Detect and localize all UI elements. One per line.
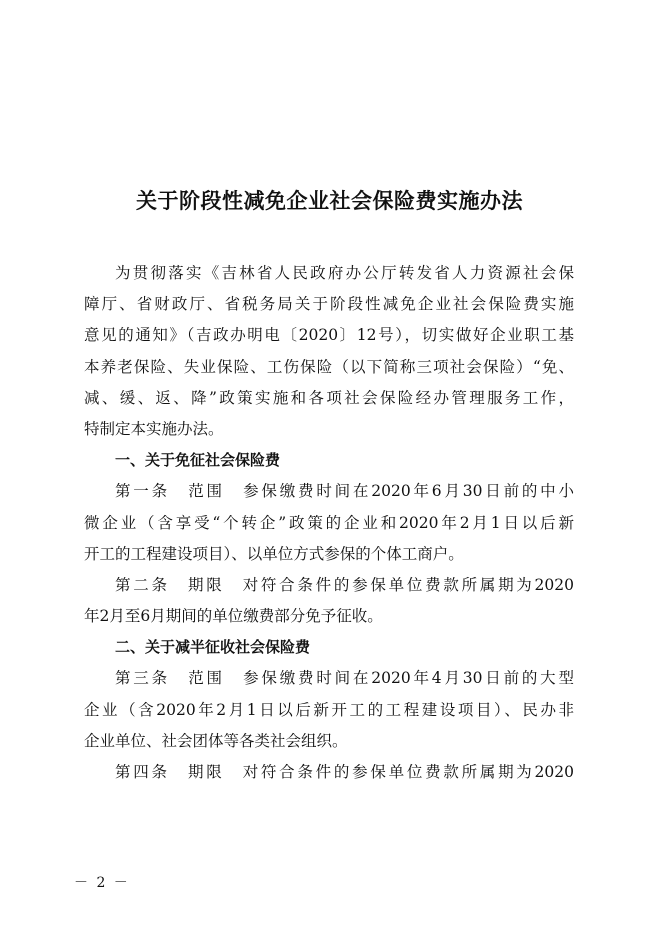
page-number: － 2 － [74, 875, 130, 891]
article-1-line-2: 微企业（含享受“个转企”政策的企业和2020年2月1日以后新 [84, 513, 574, 532]
article-2-line-2: 年2月至6月期间的单位缴费部分免予征收。 [84, 607, 383, 626]
article-3-line-2: 企业（含2020年2月1日以后新开工的工程建设项目）、民办非 [84, 700, 574, 719]
article-1-line-3: 开工的工程建设项目）、以单位方式参保的个体工商户。 [84, 544, 464, 563]
intro-line-5: 减、缓、返、降”政策实施和各项社会保险经办管理服务工作， [84, 388, 574, 407]
article-4-line-1: 第四条 期限 对符合条件的参保单位费款所属期为2020 [115, 763, 574, 781]
intro-line-1: 为贯彻落实《吉林省人民政府办公厅转发省人力资源社会保 [115, 264, 574, 282]
document-body [84, 258, 574, 788]
section-1-heading: 一、关于免征社会保险费 [115, 451, 281, 470]
article-2-line-1: 第二条 期限 对符合条件的参保单位费款所属期为2020 [115, 575, 574, 594]
section-2-heading: 二、关于减半征收社会保险费 [115, 638, 311, 657]
article-3-line-1: 第三条 范围 参保缴费时间在2020年4月30日前的大型 [115, 669, 574, 688]
document-title: 关于阶段性减免企业社会保险费实施办法 [136, 189, 523, 213]
intro-line-4: 本养老保险、失业保险、工伤保险（以下简称三项社会保险）“免、 [84, 357, 574, 376]
intro-line-2: 障厅、省财政厅、省税务局关于阶段性减免企业社会保险费实施 [84, 295, 574, 314]
intro-paragraph [84, 258, 574, 445]
article-3-line-3: 企业单位、社会团体等各类社会组织。 [84, 731, 348, 750]
article-3 [84, 663, 574, 757]
article-4 [84, 757, 574, 788]
article-1-line-1: 第一条 范围 参保缴费时间在2020年6月30日前的中小 [115, 482, 574, 501]
intro-line-6: 特制定本实施办法。 [84, 419, 224, 438]
article-1 [84, 476, 574, 570]
intro-line-3: 意见的通知》（吉政办明电〔2020〕12号），切实做好企业职工基 [84, 326, 574, 345]
article-2 [84, 570, 574, 632]
